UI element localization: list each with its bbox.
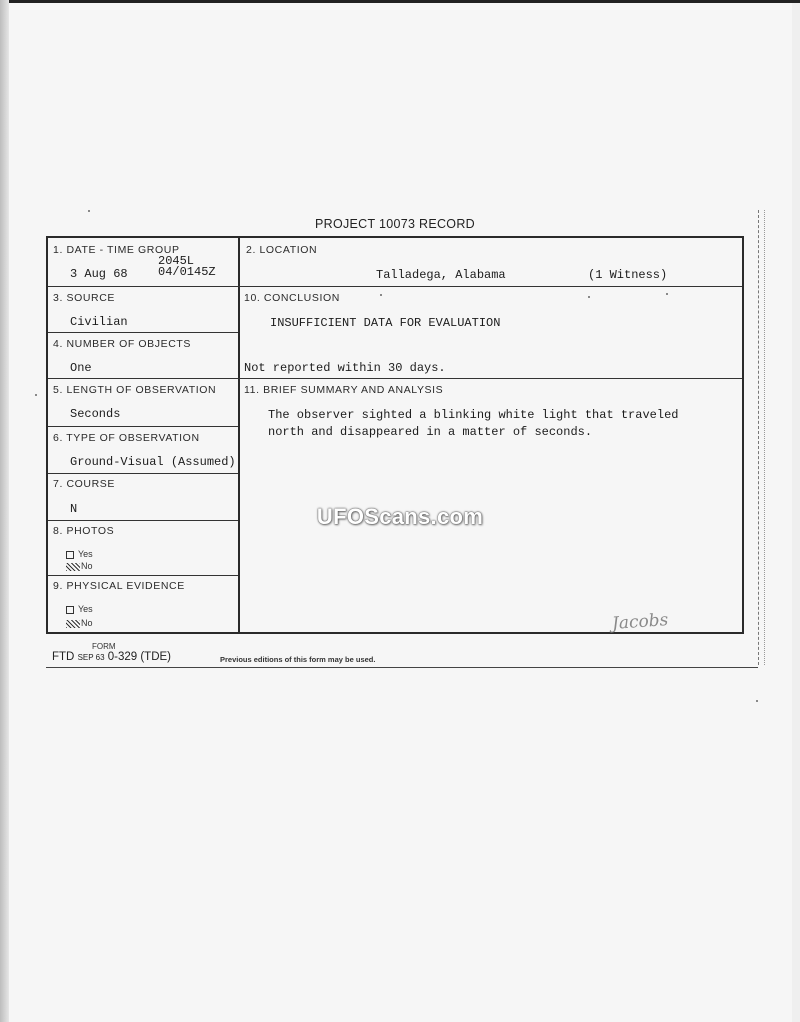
- scan-right-edge: [758, 210, 765, 665]
- scan-left-edge: [0, 0, 9, 1022]
- divider-left-2: [48, 332, 238, 333]
- footer-form-id: [52, 651, 171, 663]
- scan-speck: [35, 394, 37, 396]
- number-of-objects-value: One: [70, 361, 92, 375]
- column-divider: [238, 238, 240, 632]
- form-title: PROJECT 10073 RECORD: [315, 217, 475, 231]
- physical-evidence-no-checked-mark: [66, 620, 80, 628]
- physical-evidence-yes-label: Yes: [78, 604, 93, 614]
- length-of-observation-value: Seconds: [70, 407, 121, 421]
- divider-row-3: [48, 378, 742, 379]
- divider-left-6: [48, 520, 238, 521]
- location-label: 2. LOCATION: [246, 244, 318, 256]
- scan-speck: [588, 296, 590, 298]
- physical-evidence-no-option: [66, 618, 93, 628]
- scan-speck: [380, 294, 382, 296]
- scan-speck: [88, 210, 90, 212]
- date-value: 3 Aug 68: [70, 267, 128, 281]
- photos-yes-checkbox: [66, 551, 74, 559]
- course-value: N: [70, 502, 78, 516]
- scan-speck: [666, 293, 668, 295]
- time-local-value: 2045L: [158, 254, 195, 268]
- signature: Jacobs: [611, 610, 669, 634]
- summary-line-2: north and disappeared in a matter of seconds.: [268, 425, 593, 439]
- type-of-observation-value: Ground-Visual (Assumed): [70, 455, 236, 469]
- physical-evidence-no-label: No: [81, 618, 93, 628]
- footer-date-code: SEP 63: [77, 653, 105, 662]
- course-label: 7. COURSE: [53, 478, 115, 490]
- conclusion-label: 10. CONCLUSION: [244, 292, 340, 304]
- divider-left-4: [48, 426, 238, 427]
- footer-form-word: FORM: [92, 642, 116, 651]
- footer-form-number: 0-329 (TDE): [107, 651, 172, 663]
- number-of-objects-label: 4. NUMBER OF OBJECTS: [53, 338, 192, 350]
- type-of-observation-label: 6. TYPE OF OBSERVATION: [53, 432, 200, 444]
- footer-ftd: FTD: [52, 651, 75, 663]
- photos-label: 8. PHOTOS: [53, 525, 115, 537]
- location-value: Talladega, Alabama: [376, 268, 506, 282]
- witness-value: (1 Witness): [588, 268, 668, 282]
- physical-evidence-label: 9. PHYSICAL EVIDENCE: [53, 580, 185, 592]
- photos-no-label: No: [81, 561, 93, 571]
- scan-top-edge: [0, 0, 800, 3]
- footer-note: Previous editions of this form may be used.: [220, 655, 376, 664]
- source-value: Civilian: [70, 315, 128, 329]
- watermark: UFOScans.com: [316, 504, 484, 529]
- divider-row-1: [48, 286, 742, 287]
- summary-label: 11. BRIEF SUMMARY AND ANALYSIS: [244, 384, 444, 396]
- photos-no-checked-mark: [66, 563, 80, 571]
- scan-speck: [756, 700, 758, 702]
- photos-no-option: [66, 561, 93, 571]
- source-label: 3. SOURCE: [53, 292, 115, 304]
- divider-left-7: [48, 575, 238, 576]
- conclusion-note: Not reported within 30 days.: [244, 361, 446, 375]
- conclusion-value: INSUFFICIENT DATA FOR EVALUATION: [270, 316, 501, 330]
- length-of-observation-label: 5. LENGTH OF OBSERVATION: [53, 384, 217, 396]
- date-label: 1. DATE - TIME GROUP: [53, 244, 180, 256]
- footer-rule: [46, 667, 758, 668]
- record-form: [46, 236, 744, 634]
- physical-evidence-yes-checkbox: [66, 606, 74, 614]
- physical-evidence-yes-option: [66, 604, 93, 614]
- photos-yes-label: Yes: [78, 549, 93, 559]
- summary-line-1: The observer sighted a blinking white light that traveled: [268, 408, 679, 422]
- divider-left-5: [48, 473, 238, 474]
- photos-yes-option: [66, 549, 93, 559]
- time-zulu-value: 04/0145Z: [158, 265, 216, 279]
